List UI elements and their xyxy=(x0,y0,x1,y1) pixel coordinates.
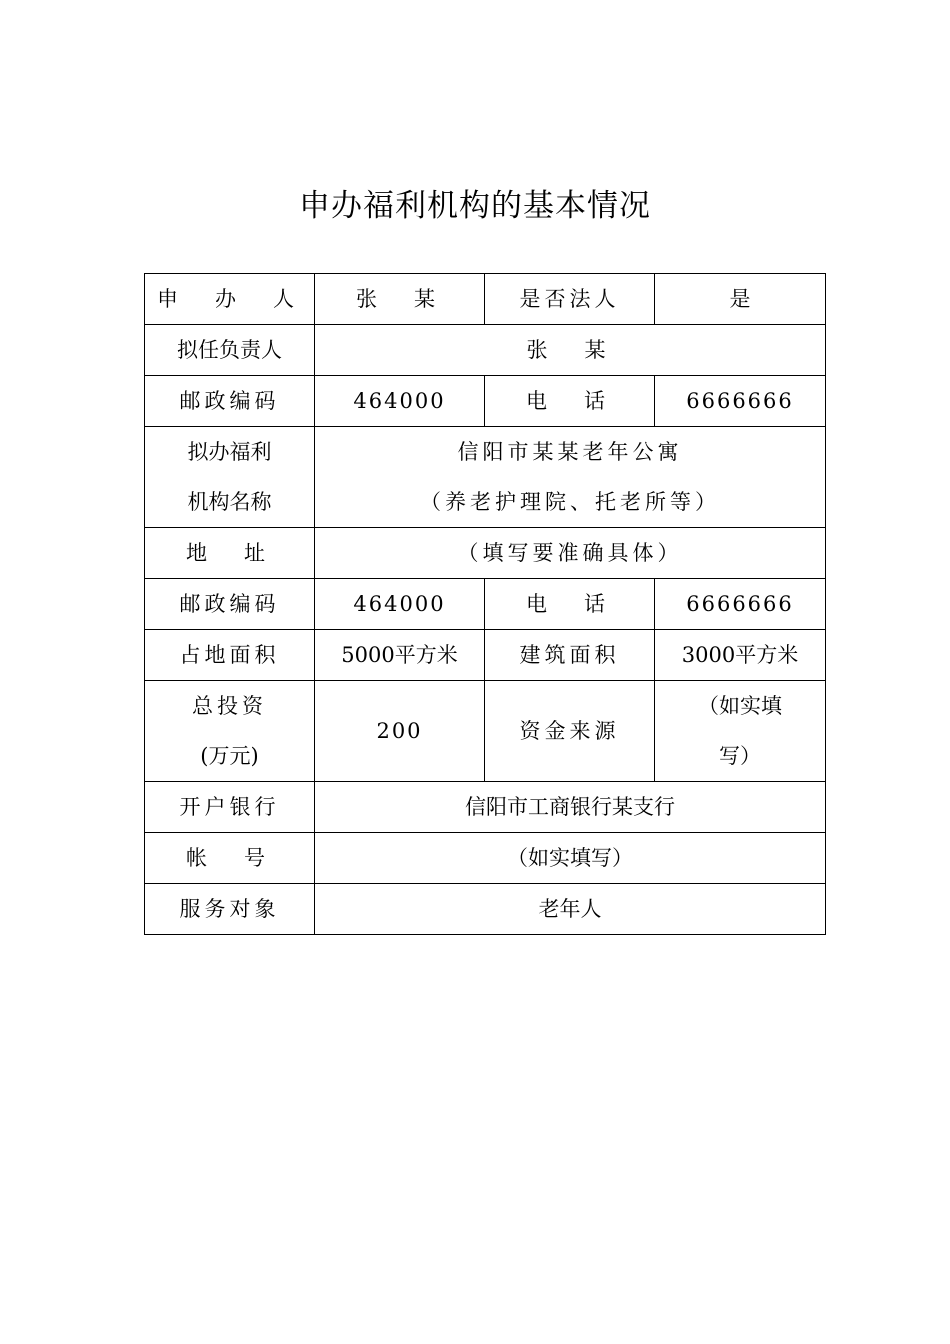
bank-label: 开户银行 xyxy=(145,782,315,833)
is-legal-person-value: 是 xyxy=(655,274,826,325)
institution-name-value xyxy=(315,427,826,528)
funding-source-value xyxy=(655,681,826,782)
applicant-value: 张 某 xyxy=(315,274,485,325)
institution-info-table xyxy=(144,273,826,935)
page-title: 申办福利机构的基本情况 xyxy=(299,188,651,224)
director-label: 拟任负责人 xyxy=(145,325,315,376)
applicant-label: 申 办 人 xyxy=(145,274,315,325)
postcode-value-2: 464000 xyxy=(315,579,485,630)
table-row-contact-1 xyxy=(145,376,826,427)
address-label: 地 址 xyxy=(145,528,315,579)
account-label: 帐 号 xyxy=(145,833,315,884)
postcode-label-2: 邮政编码 xyxy=(145,579,315,630)
phone-value-2: 6666666 xyxy=(655,579,826,630)
service-target-label: 服务对象 xyxy=(145,884,315,935)
institution-name-value-line1: 信阳市某某老年公寓 xyxy=(457,440,683,464)
account-value: （如实填写） xyxy=(315,833,826,884)
institution-name-label-line2: 机构名称 xyxy=(187,490,272,514)
total-investment-value: 200 xyxy=(315,681,485,782)
funding-source-label: 资金来源 xyxy=(485,681,655,782)
table-row-bank xyxy=(145,782,826,833)
building-area-value: 3000平方米 xyxy=(655,630,826,681)
total-investment-label-line1: 总投资 xyxy=(192,694,267,718)
postcode-value: 464000 xyxy=(315,376,485,427)
table-row-area xyxy=(145,630,826,681)
service-target-value: 老年人 xyxy=(315,884,826,935)
table-row-service xyxy=(145,884,826,935)
phone-label-2: 电 话 xyxy=(485,579,655,630)
is-legal-person-label: 是否法人 xyxy=(485,274,655,325)
address-value: （填写要准确具体） xyxy=(315,528,826,579)
funding-source-value-line2: 写） xyxy=(719,744,761,768)
total-investment-label xyxy=(145,681,315,782)
land-area-value: 5000平方米 xyxy=(315,630,485,681)
funding-source-value-line1: （如实填 xyxy=(698,694,782,718)
land-area-label: 占地面积 xyxy=(145,630,315,681)
total-investment-label-line2: (万元) xyxy=(200,744,259,768)
table-row-address xyxy=(145,528,826,579)
director-value: 张 某 xyxy=(315,325,826,376)
phone-value: 6666666 xyxy=(655,376,826,427)
phone-label: 电 话 xyxy=(485,376,655,427)
table-row-director xyxy=(145,325,826,376)
table-row-applicant xyxy=(145,274,826,325)
institution-name-value-line2: （养老护理院、托老所等） xyxy=(420,490,720,514)
institution-name-label-line1: 拟办福利 xyxy=(187,440,272,464)
institution-name-label xyxy=(145,427,315,528)
table-row-investment xyxy=(145,681,826,782)
table-row-account xyxy=(145,833,826,884)
postcode-label: 邮政编码 xyxy=(145,376,315,427)
bank-value: 信阳市工商银行某支行 xyxy=(315,782,826,833)
building-area-label: 建筑面积 xyxy=(485,630,655,681)
table-row-contact-2 xyxy=(145,579,826,630)
table-row-institution-name xyxy=(145,427,826,528)
